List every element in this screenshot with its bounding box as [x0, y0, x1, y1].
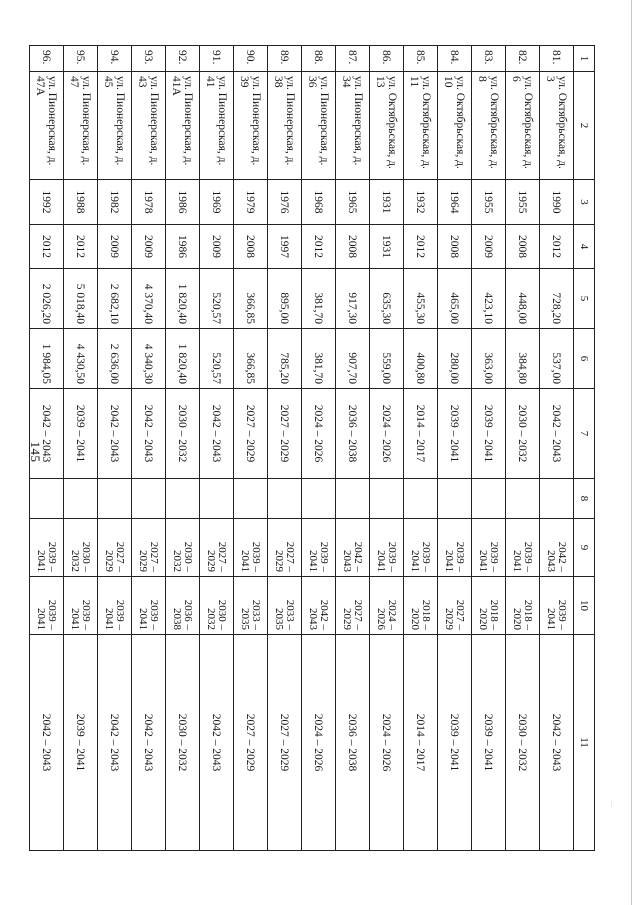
table-row — [404, 46, 438, 851]
year-cell: 2012 — [404, 225, 438, 269]
build-year-cell: 1978 — [132, 180, 166, 225]
address-cell: ул. Октябрьская, д. 13 — [370, 72, 404, 180]
period-cell: 2042 – 2043 — [98, 389, 132, 479]
column-header-6: 6 — [574, 329, 595, 389]
row-number-cell: 82. — [506, 46, 540, 72]
address-cell: ул. Пионерская, д. 47А — [30, 72, 64, 180]
final-period-cell: 2042 – 2043 — [30, 635, 64, 851]
living-area-cell: 537,00 — [540, 329, 574, 389]
total-area-cell: 4 370,40 — [132, 269, 166, 329]
period-cell: 2039 – 2041 — [64, 389, 98, 479]
period-split-cell: 2033 – 2035 — [234, 577, 268, 635]
address-cell: ул. Пионерская, д. 47 — [64, 72, 98, 180]
period-split-cell: 2027 – 2029 — [98, 519, 132, 577]
period-cell: 2027 – 2029 — [268, 389, 302, 479]
column-header-7: 7 — [574, 389, 595, 479]
year-cell: 1997 — [268, 225, 302, 269]
period-cell: 2027 – 2029 — [234, 389, 268, 479]
final-period-cell: 2030 – 2032 — [506, 635, 540, 851]
address-cell: ул. Пионерская, д. 41 — [200, 72, 234, 180]
column-header-1: 1 — [574, 46, 595, 72]
year-cell: 1986 — [166, 225, 200, 269]
page-number: 145 — [28, 441, 43, 463]
empty-cell — [64, 479, 98, 519]
year-cell: 2012 — [540, 225, 574, 269]
table-row — [30, 46, 64, 851]
row-number-cell: 96. — [30, 46, 64, 72]
period-cell: 2042 – 2043 — [132, 389, 166, 479]
table-row — [472, 46, 506, 851]
year-cell: 2009 — [200, 225, 234, 269]
total-area-cell: 423,10 — [472, 269, 506, 329]
living-area-cell: 4 430,50 — [64, 329, 98, 389]
empty-cell — [30, 479, 64, 519]
column-header-8: 8 — [574, 479, 595, 519]
year-cell: 2012 — [30, 225, 64, 269]
address-cell: ул. Пионерская, д. 43 — [132, 72, 166, 180]
living-area-cell: 400,80 — [404, 329, 438, 389]
empty-cell — [404, 479, 438, 519]
build-year-cell: 1982 — [98, 180, 132, 225]
row-number-cell: 85. — [404, 46, 438, 72]
living-area-cell: 384,80 — [506, 329, 540, 389]
row-number-cell: 89. — [268, 46, 302, 72]
period-cell: 2024 – 2026 — [370, 389, 404, 479]
build-year-cell: 1992 — [30, 180, 64, 225]
address-cell: ул. Пионерская, д. 34 — [336, 72, 370, 180]
period-split-cell: 2039 – 2041 — [506, 519, 540, 577]
total-area-cell: 448,00 — [506, 269, 540, 329]
address-cell: ул. Пионерская, д. 45 — [98, 72, 132, 180]
final-period-cell: 2036 – 2038 — [336, 635, 370, 851]
build-year-cell: 1964 — [438, 180, 472, 225]
period-split-cell: 2039 – 2041 — [132, 577, 166, 635]
empty-cell — [268, 479, 302, 519]
address-cell: ул. Октябрьская, д. 8 — [472, 72, 506, 180]
address-cell: ул. Пионерская, д. 36 — [302, 72, 336, 180]
period-split-cell: 2018 – 2020 — [472, 577, 506, 635]
build-year-cell: 1965 — [336, 180, 370, 225]
period-split-cell: 2039 – 2041 — [234, 519, 268, 577]
row-number-cell: 91. — [200, 46, 234, 72]
table-row — [370, 46, 404, 851]
period-split-cell: 2030 – 2032 — [200, 577, 234, 635]
empty-cell — [370, 479, 404, 519]
empty-cell — [540, 479, 574, 519]
final-period-cell: 2027 – 2029 — [268, 635, 302, 851]
table-row — [268, 46, 302, 851]
year-cell: 2008 — [234, 225, 268, 269]
column-header-3: 3 — [574, 180, 595, 225]
period-split-cell: 2027 – 2029 — [268, 519, 302, 577]
period-split-cell: 2039 – 2041 — [438, 519, 472, 577]
period-split-cell: 2039 – 2041 — [30, 577, 64, 635]
build-year-cell: 1986 — [166, 180, 200, 225]
total-area-cell: 465,00 — [438, 269, 472, 329]
period-cell: 2042 – 2043 — [200, 389, 234, 479]
period-split-cell: 2033 – 2035 — [268, 577, 302, 635]
total-area-cell: 917,30 — [336, 269, 370, 329]
living-area-cell: 366,85 — [234, 329, 268, 389]
total-area-cell: 455,30 — [404, 269, 438, 329]
table-row — [166, 46, 200, 851]
period-cell: 2030 – 2032 — [506, 389, 540, 479]
period-split-cell: 2039 – 2041 — [98, 577, 132, 635]
total-area-cell: 895,00 — [268, 269, 302, 329]
build-year-cell: 1969 — [200, 180, 234, 225]
period-split-cell: 2030 – 2032 — [64, 519, 98, 577]
scan-artifact: ⁝ — [610, 799, 613, 809]
total-area-cell: 520,57 — [200, 269, 234, 329]
address-cell: ул. Пионерская, д. 39 — [234, 72, 268, 180]
build-year-cell: 1932 — [404, 180, 438, 225]
period-split-cell: 2036 – 2038 — [166, 577, 200, 635]
period-split-cell: 2024 – 2026 — [370, 577, 404, 635]
period-split-cell: 2039 – 2041 — [30, 519, 64, 577]
period-split-cell: 2027 – 2029 — [438, 577, 472, 635]
row-number-cell: 90. — [234, 46, 268, 72]
period-split-cell: 2018 – 2020 — [404, 577, 438, 635]
year-cell: 2008 — [438, 225, 472, 269]
empty-cell — [506, 479, 540, 519]
build-year-cell: 1968 — [302, 180, 336, 225]
period-cell: 2042 – 2043 — [540, 389, 574, 479]
period-cell: 2039 – 2041 — [472, 389, 506, 479]
total-area-cell: 366,85 — [234, 269, 268, 329]
year-cell: 2008 — [506, 225, 540, 269]
empty-cell — [472, 479, 506, 519]
table-row — [336, 46, 370, 851]
build-year-cell: 1990 — [540, 180, 574, 225]
row-number-cell: 95. — [64, 46, 98, 72]
final-period-cell: 2024 – 2026 — [370, 635, 404, 851]
row-number-cell: 93. — [132, 46, 166, 72]
address-cell: ул. Пионерская, д. 38 — [268, 72, 302, 180]
year-cell: 2008 — [336, 225, 370, 269]
total-area-cell: 635,30 — [370, 269, 404, 329]
period-split-cell: 2042 – 2043 — [336, 519, 370, 577]
row-number-cell: 86. — [370, 46, 404, 72]
empty-cell — [336, 479, 370, 519]
final-period-cell: 2042 – 2043 — [540, 635, 574, 851]
final-period-cell: 2042 – 2043 — [98, 635, 132, 851]
build-year-cell: 1955 — [472, 180, 506, 225]
period-split-cell: 2027 – 2029 — [336, 577, 370, 635]
living-area-cell: 1 984,05 — [30, 329, 64, 389]
year-cell: 2009 — [132, 225, 166, 269]
living-area-cell: 785,20 — [268, 329, 302, 389]
period-split-cell: 2027 – 2029 — [200, 519, 234, 577]
final-period-cell: 2024 – 2026 — [302, 635, 336, 851]
build-year-cell: 1931 — [370, 180, 404, 225]
final-period-cell: 2030 – 2032 — [166, 635, 200, 851]
build-year-cell: 1955 — [506, 180, 540, 225]
total-area-cell: 5 018,40 — [64, 269, 98, 329]
period-cell: 2042 – 2043 — [30, 389, 64, 479]
final-period-cell: 2039 – 2041 — [64, 635, 98, 851]
table-row — [540, 46, 574, 851]
empty-cell — [438, 479, 472, 519]
address-cell: ул. Октябрьская, д. 6 — [506, 72, 540, 180]
period-split-cell: 2042 – 2043 — [302, 577, 336, 635]
period-cell: 2039 – 2041 — [438, 389, 472, 479]
table-header-row — [574, 46, 595, 851]
row-number-cell: 92. — [166, 46, 200, 72]
address-cell: ул. Пионерская, д. 41А — [166, 72, 200, 180]
final-period-cell: 2039 – 2041 — [472, 635, 506, 851]
living-area-cell: 4 340,30 — [132, 329, 166, 389]
address-cell: ул. Октябрьская, д. 3 — [540, 72, 574, 180]
column-header-10: 10 — [574, 577, 595, 635]
empty-cell — [234, 479, 268, 519]
table-body — [30, 46, 574, 851]
year-cell: 2012 — [64, 225, 98, 269]
address-cell: ул. Октябрьская, д. 10 — [438, 72, 472, 180]
table-row — [234, 46, 268, 851]
row-number-cell: 88. — [302, 46, 336, 72]
table-row — [302, 46, 336, 851]
year-cell: 2009 — [98, 225, 132, 269]
row-number-cell: 94. — [98, 46, 132, 72]
final-period-cell: 2027 – 2029 — [234, 635, 268, 851]
table-row — [506, 46, 540, 851]
living-area-cell: 280,00 — [438, 329, 472, 389]
build-year-cell: 1988 — [64, 180, 98, 225]
period-cell: 2030 – 2032 — [166, 389, 200, 479]
total-area-cell: 2 026,20 — [30, 269, 64, 329]
housing-repair-schedule-table — [29, 45, 595, 851]
row-number-cell: 87. — [336, 46, 370, 72]
empty-cell — [166, 479, 200, 519]
period-split-cell: 2039 – 2041 — [302, 519, 336, 577]
final-period-cell: 2042 – 2043 — [200, 635, 234, 851]
period-cell: 2024 – 2026 — [302, 389, 336, 479]
empty-cell — [132, 479, 166, 519]
year-cell: 2012 — [302, 225, 336, 269]
build-year-cell: 1976 — [268, 180, 302, 225]
column-header-2: 2 — [574, 72, 595, 180]
table-row — [438, 46, 472, 851]
empty-cell — [302, 479, 336, 519]
empty-cell — [200, 479, 234, 519]
year-cell: 2009 — [472, 225, 506, 269]
living-area-cell: 520,57 — [200, 329, 234, 389]
living-area-cell: 1 820,40 — [166, 329, 200, 389]
column-header-11: 11 — [574, 635, 595, 851]
year-cell: 1931 — [370, 225, 404, 269]
total-area-cell: 381,70 — [302, 269, 336, 329]
living-area-cell: 363,00 — [472, 329, 506, 389]
period-split-cell: 2030 – 2032 — [166, 519, 200, 577]
row-number-cell: 84. — [438, 46, 472, 72]
page-edge-line — [631, 0, 632, 905]
period-split-cell: 2039 – 2041 — [370, 519, 404, 577]
living-area-cell: 559,00 — [370, 329, 404, 389]
table-row — [64, 46, 98, 851]
period-split-cell: 2039 – 2041 — [64, 577, 98, 635]
final-period-cell: 2039 – 2041 — [438, 635, 472, 851]
living-area-cell: 381,70 — [302, 329, 336, 389]
table-row — [132, 46, 166, 851]
table-row — [98, 46, 132, 851]
table-row — [200, 46, 234, 851]
period-split-cell: 2039 – 2041 — [540, 577, 574, 635]
column-header-5: 5 — [574, 269, 595, 329]
period-cell: 2036 – 2038 — [336, 389, 370, 479]
period-split-cell: 2039 – 2041 — [404, 519, 438, 577]
empty-cell — [98, 479, 132, 519]
final-period-cell: 2014 – 2017 — [404, 635, 438, 851]
address-cell: ул. Октябрьская, д. 11 — [404, 72, 438, 180]
living-area-cell: 2 636,00 — [98, 329, 132, 389]
column-header-4: 4 — [574, 225, 595, 269]
total-area-cell: 728,20 — [540, 269, 574, 329]
total-area-cell: 1 820,40 — [166, 269, 200, 329]
period-split-cell: 2042 – 2043 — [540, 519, 574, 577]
total-area-cell: 2 682,10 — [98, 269, 132, 329]
build-year-cell: 1979 — [234, 180, 268, 225]
column-header-9: 9 — [574, 519, 595, 577]
period-split-cell: 2018 – 2020 — [506, 577, 540, 635]
row-number-cell: 83. — [472, 46, 506, 72]
period-split-cell: 2027 – 2029 — [132, 519, 166, 577]
period-cell: 2014 – 2017 — [404, 389, 438, 479]
row-number-cell: 81. — [540, 46, 574, 72]
final-period-cell: 2042 – 2043 — [132, 635, 166, 851]
living-area-cell: 907,70 — [336, 329, 370, 389]
period-split-cell: 2039 – 2041 — [472, 519, 506, 577]
